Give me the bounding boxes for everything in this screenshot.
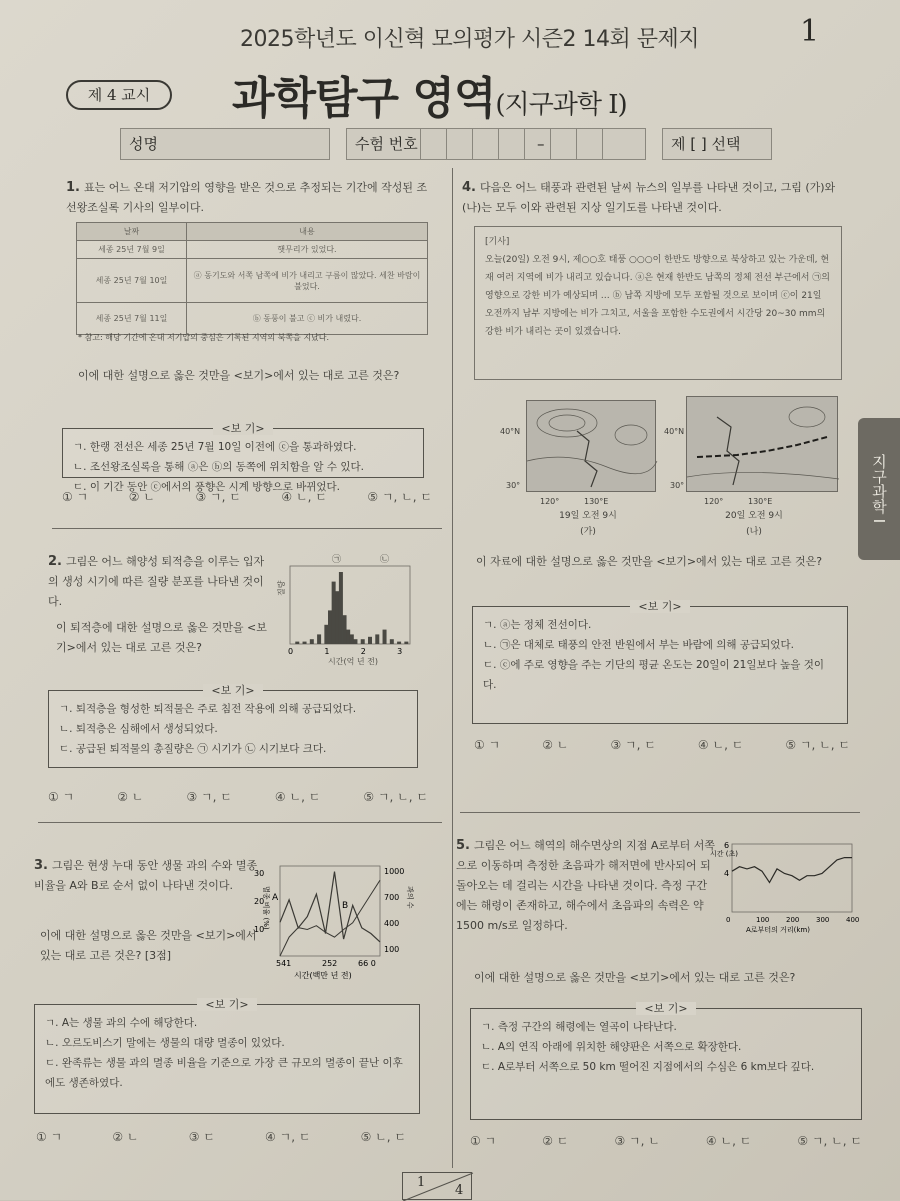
q1-choice-2[interactable]: ② ㄴ [128,490,155,504]
q3-stem-text: 그림은 현생 누대 동안 생물 과의 수와 멸종 비율을 A와 B로 순서 없이 나타낸 것이다. [34,859,258,892]
q4-map-b-caption [718,508,790,540]
q4-bogi-title: <보 기> [630,600,689,613]
q2-bar [328,610,332,644]
q4-bogi-1: ㄱ. ⓐ는 정체 전선이다. [483,619,592,631]
q5-chart [706,836,864,936]
q2-bar [346,630,350,644]
q5-stem-text: 그림은 어느 해역의 해수면상의 지점 A로부터 서쪽으로 이동하며 측정한 초음파가 해저면에 반사되어 되돌아오는 데 걸리는 시간을 나타낸 것이다. 측정 구간에는 해령이 존재하고, 해수에서 초음파의 속력은 약 1500 m/s로 일정하다. [456,839,716,932]
q3-bogi [34,998,420,1114]
q3-choice-2[interactable]: ② ㄴ [112,1130,139,1144]
q5-question: 이에 대한 설명으로 옳은 것만을 <보기>에서 있는 대로 고른 것은? [474,971,796,984]
q2-tick-group [288,647,402,656]
table-row [77,303,428,335]
name-label: 성명 [129,135,158,153]
q1-row2-date: 세종 25년 7월 10일 [77,259,187,303]
q5-x-tick: 200 [786,916,800,924]
q2-ylabel: 질량 [277,580,286,596]
q2-mark-1: ㉠ [332,555,342,565]
q2-bogi-title: <보 기> [203,684,262,697]
q5-x-tick: 0 [726,916,731,924]
q5-number: 5. [456,838,470,853]
q2-bar [343,615,347,644]
q5-choices [470,1132,862,1149]
q1-separator [52,528,442,529]
exam-title: 2025학년도 이신혁 모의평가 시즌2 14회 문제지 [240,27,699,52]
q2-chart [277,548,420,668]
q5-choice-2[interactable]: ② ㄷ [542,1134,569,1148]
q1-choice-3[interactable]: ③ ㄱ, ㄷ [195,490,241,504]
q1-stem [66,178,436,218]
q4-choice-4[interactable]: ④ ㄴ, ㄷ [697,738,744,752]
q4-lon-a2: 130°E [584,497,609,506]
q2-choices [48,788,428,805]
q5-xlabel: A로부터의 거리(km) [746,926,810,934]
q3-bogi-2: ㄴ. 오르도비스기 말에는 생물의 대량 멸종이 있었다. [45,1037,285,1049]
q4-news-box [474,226,842,380]
q1-question: 이에 대한 설명으로 옳은 것만을 <보기>에서 있는 대로 고른 것은? [78,369,400,382]
q2-question: 이 퇴적층에 대한 설명으로 옳은 것만을 <보기>에서 있는 대로 고른 것은? [56,621,267,654]
table-row [77,259,428,303]
q5-series-line [732,858,852,883]
q4-lon-a1: 120° [540,497,560,506]
q4-lat-b: 30° [506,481,521,490]
q2-bar [397,642,401,644]
page-number: 1 [800,14,820,49]
q3-x-tick-2: 252 [322,959,338,968]
q4-map-b-time: 20일 오전 9시 [725,511,783,521]
q3-chart [250,856,420,986]
q2-bar [303,642,307,644]
q4-stem [462,178,842,218]
q2-bar [368,637,372,644]
q1-number: 1. [66,180,80,195]
subject-title [232,62,627,126]
q3-choice-3[interactable]: ③ ㄷ [188,1130,215,1144]
q3-bogi-3: ㄷ. 완족류는 생물 과의 멸종 비율을 기준으로 가장 큰 규모의 멸종이 끝난 이후에도 생존하였다. [45,1057,403,1089]
q2-choice-5[interactable]: ⑤ ㄱ, ㄴ, ㄷ [363,790,428,804]
q2-choice-4[interactable]: ④ ㄴ, ㄷ [274,790,321,804]
q5-choice-3[interactable]: ③ ㄱ, ㄴ [614,1134,660,1148]
name-field[interactable] [120,128,330,160]
q1-table-head-content: 내용 [187,223,428,241]
q1-note: * 참고: 해당 기간에 온대 저기압의 중심은 기록된 지역의 북쪽을 지났다. [78,333,330,342]
q2-bar [339,572,343,644]
footer-page: 1 [417,1175,426,1190]
q4-stem-text: 다음은 어느 태풍과 관련된 날씨 뉴스의 일부를 나타낸 것이고, 그림 (가)와 (나)는 모두 이와 관련된 지상 일기도를 나타낸 것이다. [462,181,836,214]
q5-x-tick: 300 [816,916,830,924]
q1-bogi [62,422,424,493]
table-row [77,241,428,259]
q3-stem [34,856,265,896]
q1-row1-date: 세종 25년 7월 9일 [77,241,187,259]
q3-yr-tick-4: 100 [384,945,400,954]
q2-choice-3[interactable]: ③ ㄱ, ㄷ [186,790,232,804]
q1-bogi-2: ㄴ. 조선왕조실록을 통해 ⓐ은 ⓑ의 동쪽에 위치함을 알 수 있다. [73,461,365,473]
q4-number: 4. [462,180,476,195]
q3-bogi-title: <보 기> [197,998,256,1011]
q4-bogi-3: ㄷ. ⓒ에 주로 영향을 주는 기단의 평균 온도는 20일이 21일보다 높을 것이다. [483,659,824,691]
q2-bar [295,642,299,644]
q3-question: 이에 대한 설명으로 옳은 것만을 <보기>에서 있는 대로 고른 것은? [3점] [40,929,257,962]
q1-row2-content: ⓐ 동기도와 서쪽 남쪽에 비가 내리고 구름이 많았다. 세찬 바람이 불었다. [187,259,428,303]
subject-side-tab: 지구과학 I [858,418,900,560]
q5-bogi [470,1002,862,1120]
q5-choice-1[interactable]: ① ㄱ [470,1134,497,1148]
q4-map-b [686,396,838,492]
select-label: 제 [ ] 선택 [671,135,741,153]
q4-news-label: [기사] [485,237,510,247]
q5-choice-5[interactable]: ⑤ ㄱ, ㄴ, ㄷ [797,1134,862,1148]
q3-choice-1[interactable]: ① ㄱ [36,1130,63,1144]
q5-y-tick-2: 4 [724,869,730,878]
q2-bar-group [295,572,408,644]
q1-row3-content: ⓑ 동풍이 불고 ⓒ 비가 내렸다. [187,303,428,335]
q3-label-b: B [342,901,349,911]
q5-stem [456,836,716,936]
q5-bogi-2: ㄴ. A의 연직 아래에 위치한 해양판은 서쪽으로 확장한다. [481,1041,742,1053]
q2-bar [375,634,379,644]
q1-row3-date: 세종 25년 7월 11일 [77,303,187,335]
q2-x-tick: 0 [288,647,294,656]
q5-ylabel: 시간 (초) [710,850,738,858]
q4-news-text: 오늘(20일) 오전 9시, 제○○호 태풍 ○○○이 한반도 방향으로 북상하고 있는 가운데, 현재 여러 지역에 비가 내리고 있습니다. ⓐ은 현재 한반도 남쪽의 정체 전선 부근에서 ㉠의 영향으로 강한 비가 예상되며 … ⓑ 남쪽 지방에 모두 포함될 것으로 보이며 ⓒ이 21일 오전까지 남부 지방에는 비가 그치고, 서울을 포함한 수도권에서 시간당 20~30 mm의 강한 비가 내리는 곳이 있겠습니다. [485,255,830,337]
q3-choice-5[interactable]: ⑤ ㄴ, ㄷ [360,1130,406,1144]
q2-bar [361,639,365,644]
q4-question: 이 자료에 대한 설명으로 옳은 것만을 <보기>에서 있는 대로 고른 것은? [476,555,823,568]
q2-number: 2. [48,554,62,569]
q3-choices [36,1128,406,1145]
q4-map-b-label: (나) [746,527,762,537]
q2-bar [332,582,336,644]
q3-bogi-1: ㄱ. A는 생물 과의 수에 해당한다. [45,1017,198,1029]
q4-lon-b2: 130°E [748,497,773,506]
q5-bogi-title: <보 기> [636,1002,695,1015]
q5-x-tick: 100 [756,916,770,924]
q4-choice-1[interactable]: ① ㄱ [474,738,501,752]
q3-xlabel: 시간(백만 년 전) [294,971,352,980]
exam-number-dash: – [537,135,545,153]
q4-lat-c: 40°N [664,427,685,436]
q2-x-tick: 3 [397,647,403,656]
q2-bogi [48,684,418,768]
q5-x-tick: 400 [846,916,860,924]
q3-yl-tick-2: 20 [254,897,265,906]
q3-x-tick-1: 541 [276,959,292,968]
q1-choice-1[interactable]: ① ㄱ [62,490,89,504]
q1-choices [62,488,432,505]
q1-bogi-3: ㄷ. 이 기간 동안 ⓒ에서의 풍향은 시계 방향으로 바뀌었다. [73,481,341,493]
q3-yr-tick-3: 400 [384,919,400,928]
select-field[interactable] [662,128,772,160]
footer-page-box [402,1172,472,1200]
q2-x-tick: 2 [360,647,366,656]
q2-bar [324,625,328,644]
q4-choice-2[interactable]: ② ㄴ [542,738,569,752]
q3-number: 3. [34,858,48,873]
q2-bar [350,634,354,644]
q1-bogi-title: <보 기> [213,422,272,435]
q4-bogi [472,600,848,724]
q3-ylabel-left: 멸종 비율 (%) [262,886,270,930]
q2-separator [38,822,442,823]
q1-bogi-1: ㄱ. 한랭 전선은 세종 25년 7월 10일 이전에 ⓒ을 통과하였다. [73,441,357,453]
q1-stem-text: 표는 어느 온대 저기압의 영향을 받은 것으로 추정되는 기간에 작성된 조선왕조실록 기사의 일부이다. [66,181,428,214]
q5-xtick-group [726,916,859,924]
q2-stem [48,552,274,612]
q1-table-head-date: 날짜 [77,223,187,241]
q5-y-tick-1: 6 [724,841,730,850]
q4-map-a [526,400,656,492]
q4-choice-5[interactable]: ⑤ ㄱ, ㄴ, ㄷ [785,738,850,752]
q2-xlabel: 시간(억 년 전) [328,657,378,666]
q4-lat-a: 40°N [500,427,521,436]
q4-map-a-label: (가) [580,527,596,537]
q2-mark-2: ㉡ [380,555,390,565]
period-badge: 제 4 교시 [66,80,172,110]
q3-label-a: A [272,893,279,903]
footer-total: 4 [455,1183,464,1198]
q3-choice-4[interactable]: ④ ㄱ, ㄷ [265,1130,311,1144]
q2-choice-2[interactable]: ② ㄴ [117,790,144,804]
q3-yr-tick-2: 700 [384,893,400,902]
q2-bogi-3: ㄷ. 공급된 퇴적물의 총질량은 ㉠ 시기가 ㉡ 시기보다 크다. [59,743,327,755]
q4-lon-b1: 120° [704,497,724,506]
q2-choice-1[interactable]: ① ㄱ [48,790,75,804]
subject-sub: (지구과학 I) [495,90,627,120]
q2-bar [404,642,408,644]
q2-bogi-2: ㄴ. 퇴적층은 심해에서 생성되었다. [59,723,218,735]
q1-choice-4[interactable]: ④ ㄴ, ㄷ [281,490,327,504]
q4-bogi-2: ㄴ. ㉠은 대체로 태풍의 안전 반원에서 부는 바람에 의해 공급되었다. [483,639,794,651]
q2-bar [353,639,357,644]
q1-table [76,222,428,335]
q5-bogi-1: ㄱ. 측정 구간의 해령에는 열곡이 나타난다. [481,1021,677,1033]
q2-stem-text: 그림은 어느 해양성 퇴적층을 이루는 입자의 생성 시기에 따른 질량 분포를 나타낸 것이다. [48,555,265,608]
exam-number-label: 수험 번호 [355,135,418,153]
q1-row1-content: 햇무리가 있었다. [187,241,428,259]
q2-bar [383,630,387,644]
q3-x-tick-3: 66 0 [358,959,376,968]
q3-yl-tick-3: 10 [254,925,265,934]
q2-x-tick: 1 [324,647,330,656]
q2-bar [335,591,339,644]
q4-choice-3[interactable]: ③ ㄱ, ㄷ [610,738,656,752]
q3-ylabel-right: 과의 수 [406,886,414,909]
q2-bar [310,639,314,644]
subject-main: 과학탐구 영역 [232,73,496,124]
q2-bar [390,639,394,644]
q4-lat-d: 30° [670,481,685,490]
q4-map-a-caption [552,508,624,540]
q3-yr-tick-1: 1000 [384,867,405,876]
column-divider [452,168,453,1168]
exam-number-cells [420,128,628,160]
q3-yl-tick-1: 30 [254,869,265,878]
q2-bar [317,634,321,644]
q2-bogi-1: ㄱ. 퇴적층을 형성한 퇴적물은 주로 침전 작용에 의해 공급되었다. [59,703,357,715]
q1-choice-5[interactable]: ⑤ ㄱ, ㄴ, ㄷ [367,490,432,504]
q4-map-a-time: 19일 오전 9시 [559,511,617,521]
q4-separator [460,812,860,813]
q4-choices [474,736,850,753]
q5-choice-4[interactable]: ④ ㄴ, ㄷ [705,1134,752,1148]
q5-bogi-3: ㄷ. A로부터 서쪽으로 50 km 떨어진 지점에서의 수심은 6 km보다 깊다. [481,1061,815,1073]
